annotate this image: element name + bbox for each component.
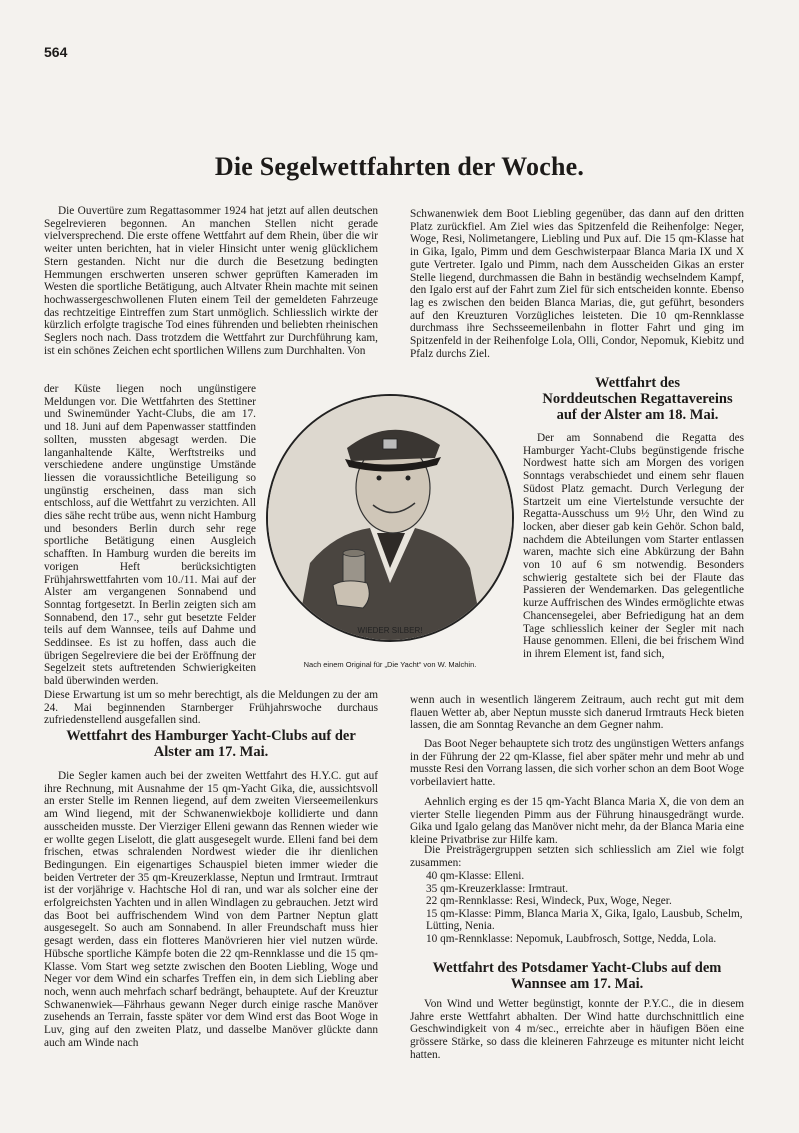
- sailor-portrait-illustration: [265, 393, 515, 643]
- norddeutsch-heading: [525, 375, 750, 423]
- article-title: Die Segelwettfahrten der Woche.: [214, 152, 585, 181]
- potsdam-heading: [410, 960, 744, 992]
- norddeutsch-heading-line1: Wettfahrt des: [595, 375, 680, 391]
- intro-paragraph-end: Diese Erwartung ist um so mehr berechtigt, als die Meldungen zu der am 24. Mai beginnenden Starnberger Frühjahrswoche durchaus zufriedenstellend ausgefallen sind.: [44, 689, 378, 727]
- norddeutsch-heading-line2: Norddeutschen Regattavereins: [542, 391, 733, 407]
- result-15qm: 15 qm-Klasse: Pimm, Blanca Maria X, Gika, Igalo, Lausbub, Schelm, Lütting, Nenia.: [426, 907, 743, 933]
- intro-paragraph-middle: der Küste liegen noch ungünstigere Meldungen vor. Die Wettfahrten des Stettiner und Swinemünder Yacht-Clubs, die am 17. und 18. Juni auf dem Papenwasser stattfinden sollten, mussten abgesagt werden. Die langanhaltende Kälte, Werftstreiks und verschiedene andere ungünstige Umstände liessen die voraussichtliche Beteiligung so ungünstig erscheinen, dass man sich entschloss, auf die Wettfahrt zu verzichten. All dies sähe recht trübe aus, wenn nicht Hamburg und besonders Berlin durch sehr rege sportliche Betätigung einen Ausgleich schafften. In Hamburg wurden die bereits im vorigen Heft berücksichtigten Frühjahrswettfahrten vom 10./11. Mai auf der Alster am vergangenen Sonnabend und Sonntag fortgesetzt. In Berlin zeigten sich am Sonnabend, den 17., sehr gut besetzte Felder teils auf dem Wannsee, teils auf Dahme und Seddinsee. Es ist zu hoffen, dass auch die übrigen Segelreviere die bei der Eröffnung der Segelzeit stets auftretenden Schwierigkeiten bald überwinden werden.: [44, 383, 256, 688]
- norddeutsch-body-b: wenn auch in wesentlich längerem Zeitraum, auch recht gut mit dem flauen Wetter ab, aber Neptun musste sich danerud Irmtrauts Heck bieten lassen, die am Sonntag Revanche an dem Gegner nahm.: [410, 694, 744, 732]
- norddeutsch-heading-line3: auf der Alster am 18. Mai.: [556, 407, 719, 423]
- page-number: 564: [44, 44, 68, 60]
- potsdam-body: Von Wind und Wetter begünstigt, konnte der P.Y.C., die in diesem Jahre erste Wettfahrt abhalten. Der Wind hatte durchschnittlich eine Geschwindigkeit von 4 m/sec., erreichte aber in häufigen Böen eine grössere Stärke, so dass die kleineren Fahrzeuge es mitunter nicht leicht hatten.: [410, 998, 744, 1061]
- result-40qm: 40 qm-Klasse: Elleni.: [426, 870, 525, 882]
- norddeutsch-body-a: Der am Sonnabend die Regatta des Hamburger Yacht-Clubs begünstigende frische Nordwest hatte sich am Morgen des vorigen Sonntags verabschiedet und einem sehr flauen Südost Platz gemacht. Durch Verlegung der Startzeit um eine Viertelstunde versuchte der Regatta-Ausschuss um 9½ Uhr, den Wind zu locken, aber dieser gab kein Gehör. Schon bald, nachdem die Abteilungen vom Starter entlassen waren, machte sich eine Abkürzung der Bahn von 10 auf 6 sm notwendig. Besonders schwierig gestaltete sich bei der Flaute das Passieren der Wendemarken. Das gelegentliche kurze Auffrischen des Windes ermöglichte etwas Chancensegelei, aber Befriedigung hat an dem Tage schliesslich keiner der Segler mit nach Hause genommen. Elleni, die bei frischem Wind in ihrem Element ist, fand sich,: [523, 432, 744, 660]
- norddeutsch-body-e: Die Preisträgergruppen setzten sich schliesslich am Ziel wie folgt zusammen:: [410, 844, 744, 869]
- results-list: [418, 870, 758, 946]
- result-22qm: 22 qm-Rennklasse: Resi, Windeck, Pux, Woge, Neger.: [426, 895, 672, 908]
- hamburg-heading: [44, 728, 378, 760]
- norddeutsch-body-d: Aehnlich erging es der 15 qm-Yacht Blanca Maria X, die von dem an vierter Stelle liegenden Pimm aus der Führung hinausgedrängt wurde. Gika und Igalo gelang das Manöver nicht mehr, da der Blanca Maria eine kleine Privatbrise zur Hilfe kam.: [410, 796, 744, 847]
- result-35qm: 35 qm-Kreuzerklasse: Irmtraut.: [426, 882, 569, 895]
- intro-paragraph-top: Die Ouvertüre zum Regattasommer 1924 hat jetzt auf allen deutschen Segelrevieren begonnen. An manchen Stellen nicht gerade vielversprechend. Die erste offene Wettfahrt auf dem Rhein, über die wir weiter unten berichten, hat in vieler Hinsicht unter wenig glücklichem Stern gestanden. Nicht nur die durch die Besetzung bedingten Hemmungen erschwerten unseren schwer geprüften Kameraden im Westen die sportliche Betätigung, auch Altvater Rhein machte mit seinen hochwassergeschwollenen Fluten einem Teil der gemeldeten Fahrzeuge das rechtzeitige Eintreffen zum Start unmöglich. Schliesslich wirkte der kürzlich erfolgte tragische Tod eines führenden und beliebten rheinischen Seglers noch nach. Dass trotzdem die Wettfahrt zur Durchführung kam, ist ein schönes Zeichen echt sportlichen Willens zum Durchhalten. Von: [44, 205, 378, 357]
- potsdam-heading-line2: Wannsee am 17. Mai.: [510, 976, 644, 992]
- hamburg-body: Die Segler kamen auch bei der zweiten Wettfahrt des H.Y.C. gut auf ihre Rechnung, mit Ausnahme der 15 qm-Yacht Gika, die, aussichtsvoll an erster Stelle im Rennen liegend, auf dem zweiten Vierseemeilenkurs am Wind liegend, mit der Schwanenwiekboje kollidierte und dann ausscheiden musste. Der Vierziger Elleni gewann das Rennen wieder wie er wollte gegen Liselott, die glatt ausgesegelt wurde. Elleni fand bei dem frischen, etwas schralenden Nordwest wieder die ihr dienlichen Bedingungen. Ein eigenartiges Schauspiel bieten immer wieder die beiden Vertreter der 35 qm-Kreuzerklasse, Neptun und Irmtraut. Irmtraut ist der vorjährige v. Hachtsche Hol di ran, und war als solcher eine der erfolgreichsten Yachten und in allen Windlagen zu gebrauchen. Jetzt wird das Boot bei auffrischendem Wind von dem Partner Neptun glatt ausgesegelt. So auch am Sonnabend. In aller Freundschaft muss hier gesagt werden, dass ein flotteres Manövrieren hier viel nutzen würde. Hübsche sportliche Kämpfe boten die 22 qm-Rennklasse und die 15 qm-Klasse. Vom Start weg setzte zwischen den Booten Liebling, Woge und Neger vor dem Wind ein scharfes Treffen ein, in dem sich Liebling aber noch, wenn auch mehrfach scharf bedrängt, behauptete. Auf der Kreuztur Schwanenwiek—Fährhaus gewann Neger durch einige rasche Manöver zusehends an Terrain, fasste später vor dem Wind erst das Boot Woge in Luv, ging auf den zweiten Platz, und dasselbe Manöver glückte dann auch am Winde nach: [44, 770, 378, 1049]
- hamburg-heading-line1: Wettfahrt des Hamburger Yacht-Clubs auf der: [66, 728, 356, 744]
- col2-top-paragraph: Schwanenwiek dem Boot Liebling gegenüber, das dann auf den dritten Platz zurückfiel. Am Ziel wies das Spitzenfeld die Reihenfolge: Neger, Woge, Resi, Nolimetangere, Liebling und Pux auf. Die 15 qm-Klasse hat in Gika, Igalo, Pimm und dem Geschwisterpaar Blanca Maria IX und X gute Vertreter. Igalo und Pimm, nach dem Ausscheiden Gikas an erster Stelle liegend, durchmassen die Bahn in beständig wechselndem Kampf, den Igalo erst auf der Fahrt zum Ziel für sich entscheiden konnte. Ebenso lag es zwischen den beiden Blanca Marias, die, gut geführt, besonders auf den Kreuzturen Vorzügliches leisteten. Die 10 qm-Rennklasse durchmass ihre Sechsseemeilenbahn in flotter Fahrt und ging im Spitzenfeld in der Reihenfolge Lola, Olli, Condor, Nepomuk, Kiebitz und Pfalz durchs Ziel.: [410, 208, 744, 360]
- norddeutsch-body-c: Das Boot Neger behauptete sich trotz des ungünstigen Wetters anfangs in der Führung der 22 qm-Klasse, fiel aber später mehr und mehr ab und musste Resi den Vorrang lassen, die sich vorher schon an dem Boot Woge vorbeilaviert hatte.: [410, 738, 744, 789]
- result-10qm: 10 qm-Rennklasse: Nepomuk, Laubfrosch, Sottge, Nedda, Lola.: [426, 932, 717, 945]
- hamburg-heading-line2: Alster am 17. Mai.: [153, 744, 269, 760]
- illustration-caption: Nach einem Original für „Die Yacht“ von W. Malchin.: [303, 660, 477, 669]
- portrait-inscription: WIEDER SILBER!: [357, 626, 423, 635]
- potsdam-heading-line1: Wettfahrt des Potsdamer Yacht-Clubs auf dem: [432, 960, 722, 976]
